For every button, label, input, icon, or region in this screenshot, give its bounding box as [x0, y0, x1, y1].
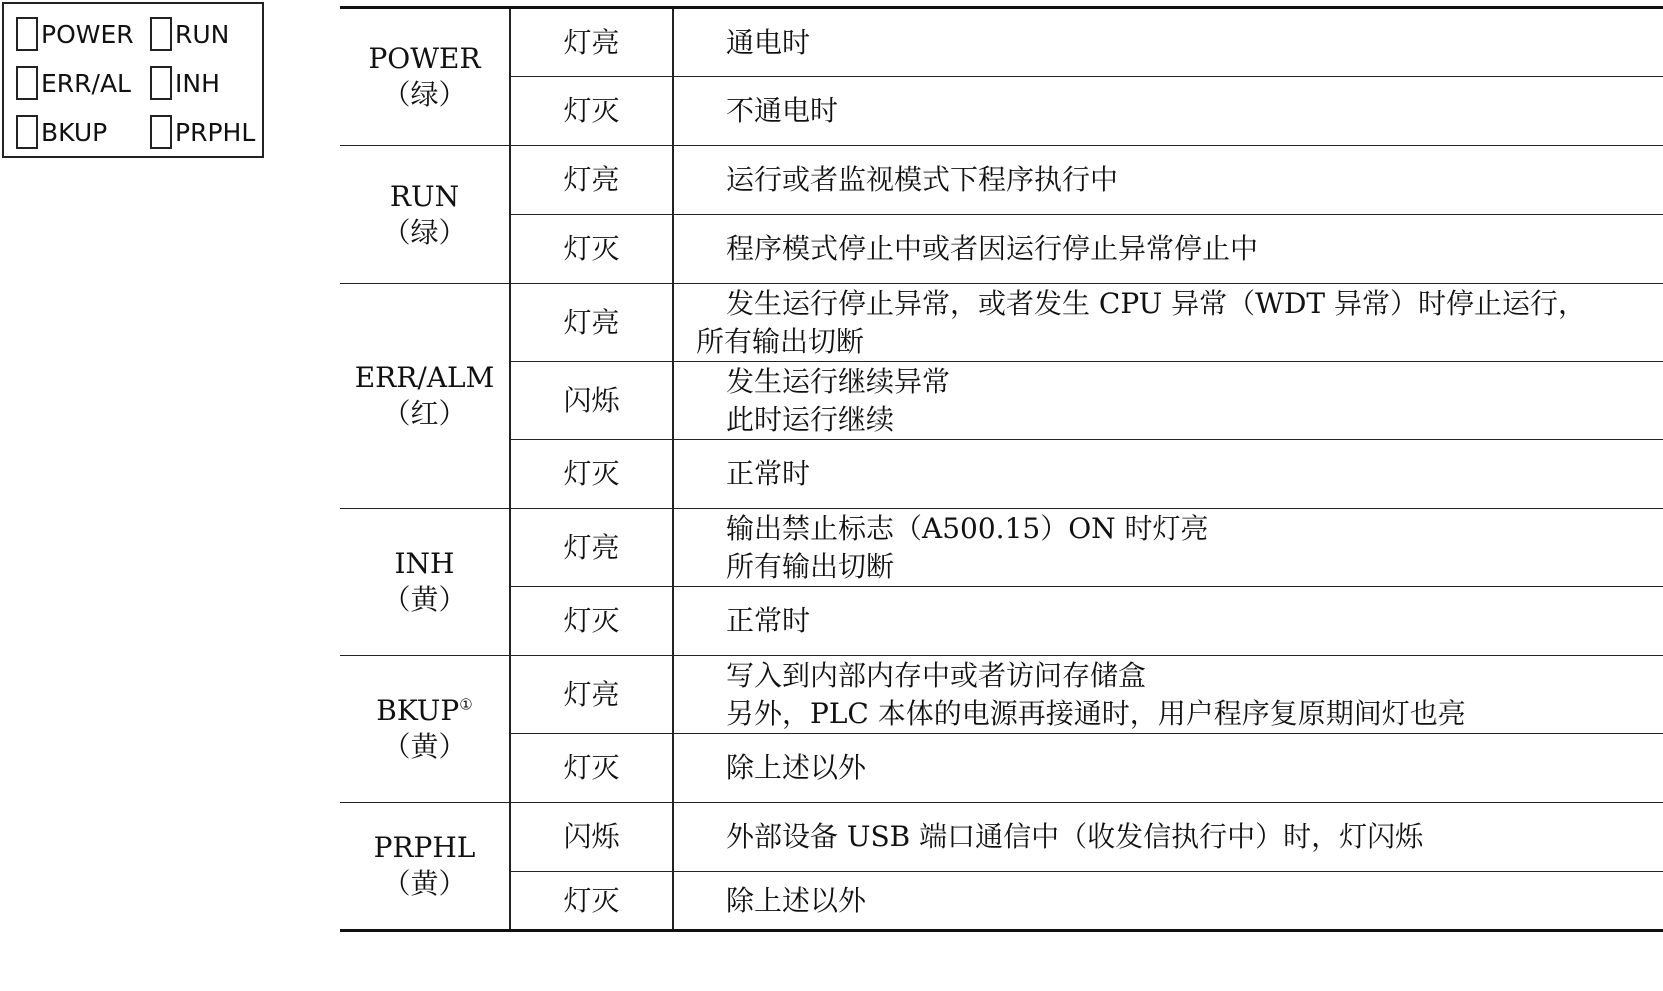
- led-err: [16, 65, 131, 101]
- led-color: （红）: [382, 397, 467, 430]
- description-cell: [673, 872, 1663, 931]
- state-cell: 灯亮: [510, 509, 673, 587]
- description-cell: [673, 77, 1663, 146]
- state-cell: 灯灭: [510, 215, 673, 284]
- table-row: [340, 146, 1663, 215]
- description-line: 不通电时: [726, 94, 839, 127]
- led-power-label: POWER: [41, 19, 134, 49]
- table-row: [340, 362, 1663, 440]
- table-row: [340, 284, 1663, 362]
- table-row: [340, 656, 1663, 734]
- table-row: [340, 8, 1663, 77]
- led-bkup-lamp-icon: [16, 115, 38, 149]
- led-prphl-lamp-icon: [150, 115, 172, 149]
- description-line: 此时运行继续: [726, 402, 895, 436]
- led-name: BKUP: [376, 694, 460, 727]
- description-cell: [673, 803, 1663, 872]
- led-prphl: [150, 114, 255, 150]
- footnote-mark: ①: [459, 695, 473, 714]
- led-name-cell: [340, 284, 510, 509]
- led-name-cell: [340, 803, 510, 931]
- description-cell: [673, 509, 1663, 587]
- led-power: [16, 16, 134, 52]
- led-color: （黄）: [382, 583, 467, 616]
- description-cell: [673, 215, 1663, 284]
- led-inh: [150, 65, 220, 101]
- state-cell: 灯亮: [510, 8, 673, 77]
- led-run-label: RUN: [175, 19, 230, 49]
- description-line: 发生运行停止异常，或者发生 CPU 异常（WDT 异常）时停止运行，: [726, 286, 1586, 320]
- led-color: （黄）: [382, 730, 467, 763]
- led-name-cell: [340, 8, 510, 146]
- description-line: 发生运行继续异常: [726, 364, 951, 398]
- description-line: 正常时: [726, 457, 811, 490]
- led-color: （绿）: [382, 78, 467, 111]
- description-cell: [673, 284, 1663, 362]
- state-cell: 闪烁: [510, 362, 673, 440]
- state-cell: 闪烁: [510, 803, 673, 872]
- description-cell: [673, 362, 1663, 440]
- led-err-label: ERR/AL: [41, 68, 131, 98]
- description-line: 写入到内部内存中或者访问存储盒: [726, 658, 1147, 692]
- led-run-lamp-icon: [150, 17, 172, 51]
- led-run: [150, 16, 229, 52]
- table-row: [340, 803, 1663, 872]
- led-indicator-panel: [2, 2, 264, 158]
- description-cell: [673, 587, 1663, 656]
- table-row: [340, 77, 1663, 146]
- state-cell: 灯灭: [510, 587, 673, 656]
- description-line: 除上述以外: [726, 751, 867, 784]
- description-line: 输出禁止标志（A500.15）ON 时灯亮: [726, 511, 1209, 545]
- table-row: [340, 587, 1663, 656]
- table-row: [340, 872, 1663, 931]
- description-line: 运行或者监视模式下程序执行中: [726, 163, 1119, 196]
- description-cell: [673, 146, 1663, 215]
- description-line: 外部设备 USB 端口通信中（收发信执行中）时，灯闪烁: [726, 820, 1424, 853]
- led-prphl-label: PRPHL: [175, 117, 256, 147]
- state-cell: 灯灭: [510, 734, 673, 803]
- led-bkup: [16, 114, 107, 150]
- description-cell: [673, 440, 1663, 509]
- led-power-lamp-icon: [16, 17, 38, 51]
- led-bkup-label: BKUP: [41, 117, 108, 147]
- led-status-table: [340, 6, 1663, 932]
- led-name-cell: [340, 656, 510, 803]
- description-line: 另外，PLC 本体的电源再接通时，用户程序复原期间灯也亮: [726, 696, 1466, 730]
- state-cell: 灯灭: [510, 872, 673, 931]
- description-line: 除上述以外: [726, 883, 867, 917]
- description-line: 所有输出切断: [696, 324, 865, 358]
- state-cell: 灯灭: [510, 77, 673, 146]
- table-row: [340, 509, 1663, 587]
- led-name-cell: [340, 146, 510, 284]
- table-row: [340, 215, 1663, 284]
- led-name: POWER: [368, 42, 481, 75]
- led-name: PRPHL: [373, 831, 476, 864]
- led-name: INH: [394, 547, 455, 580]
- led-inh-lamp-icon: [150, 66, 172, 100]
- led-color: （黄）: [382, 867, 467, 900]
- state-cell: 灯亮: [510, 284, 673, 362]
- led-err-lamp-icon: [16, 66, 38, 100]
- description-cell: [673, 734, 1663, 803]
- led-name-cell: [340, 509, 510, 656]
- led-inh-label: INH: [175, 68, 220, 98]
- state-cell: 灯亮: [510, 146, 673, 215]
- state-cell: 灯灭: [510, 440, 673, 509]
- description-line: 所有输出切断: [726, 549, 895, 583]
- description-cell: [673, 656, 1663, 734]
- led-name: ERR/ALM: [354, 361, 495, 394]
- table-row: [340, 734, 1663, 803]
- description-line: 通电时: [726, 25, 811, 59]
- table-row: [340, 440, 1663, 509]
- led-name: RUN: [389, 179, 460, 213]
- state-cell: 灯亮: [510, 656, 673, 734]
- description-line: 正常时: [726, 604, 811, 637]
- led-color: （绿）: [382, 215, 467, 249]
- description-line: 程序模式停止中或者因运行停止异常停止中: [726, 232, 1259, 265]
- description-cell: [673, 8, 1663, 77]
